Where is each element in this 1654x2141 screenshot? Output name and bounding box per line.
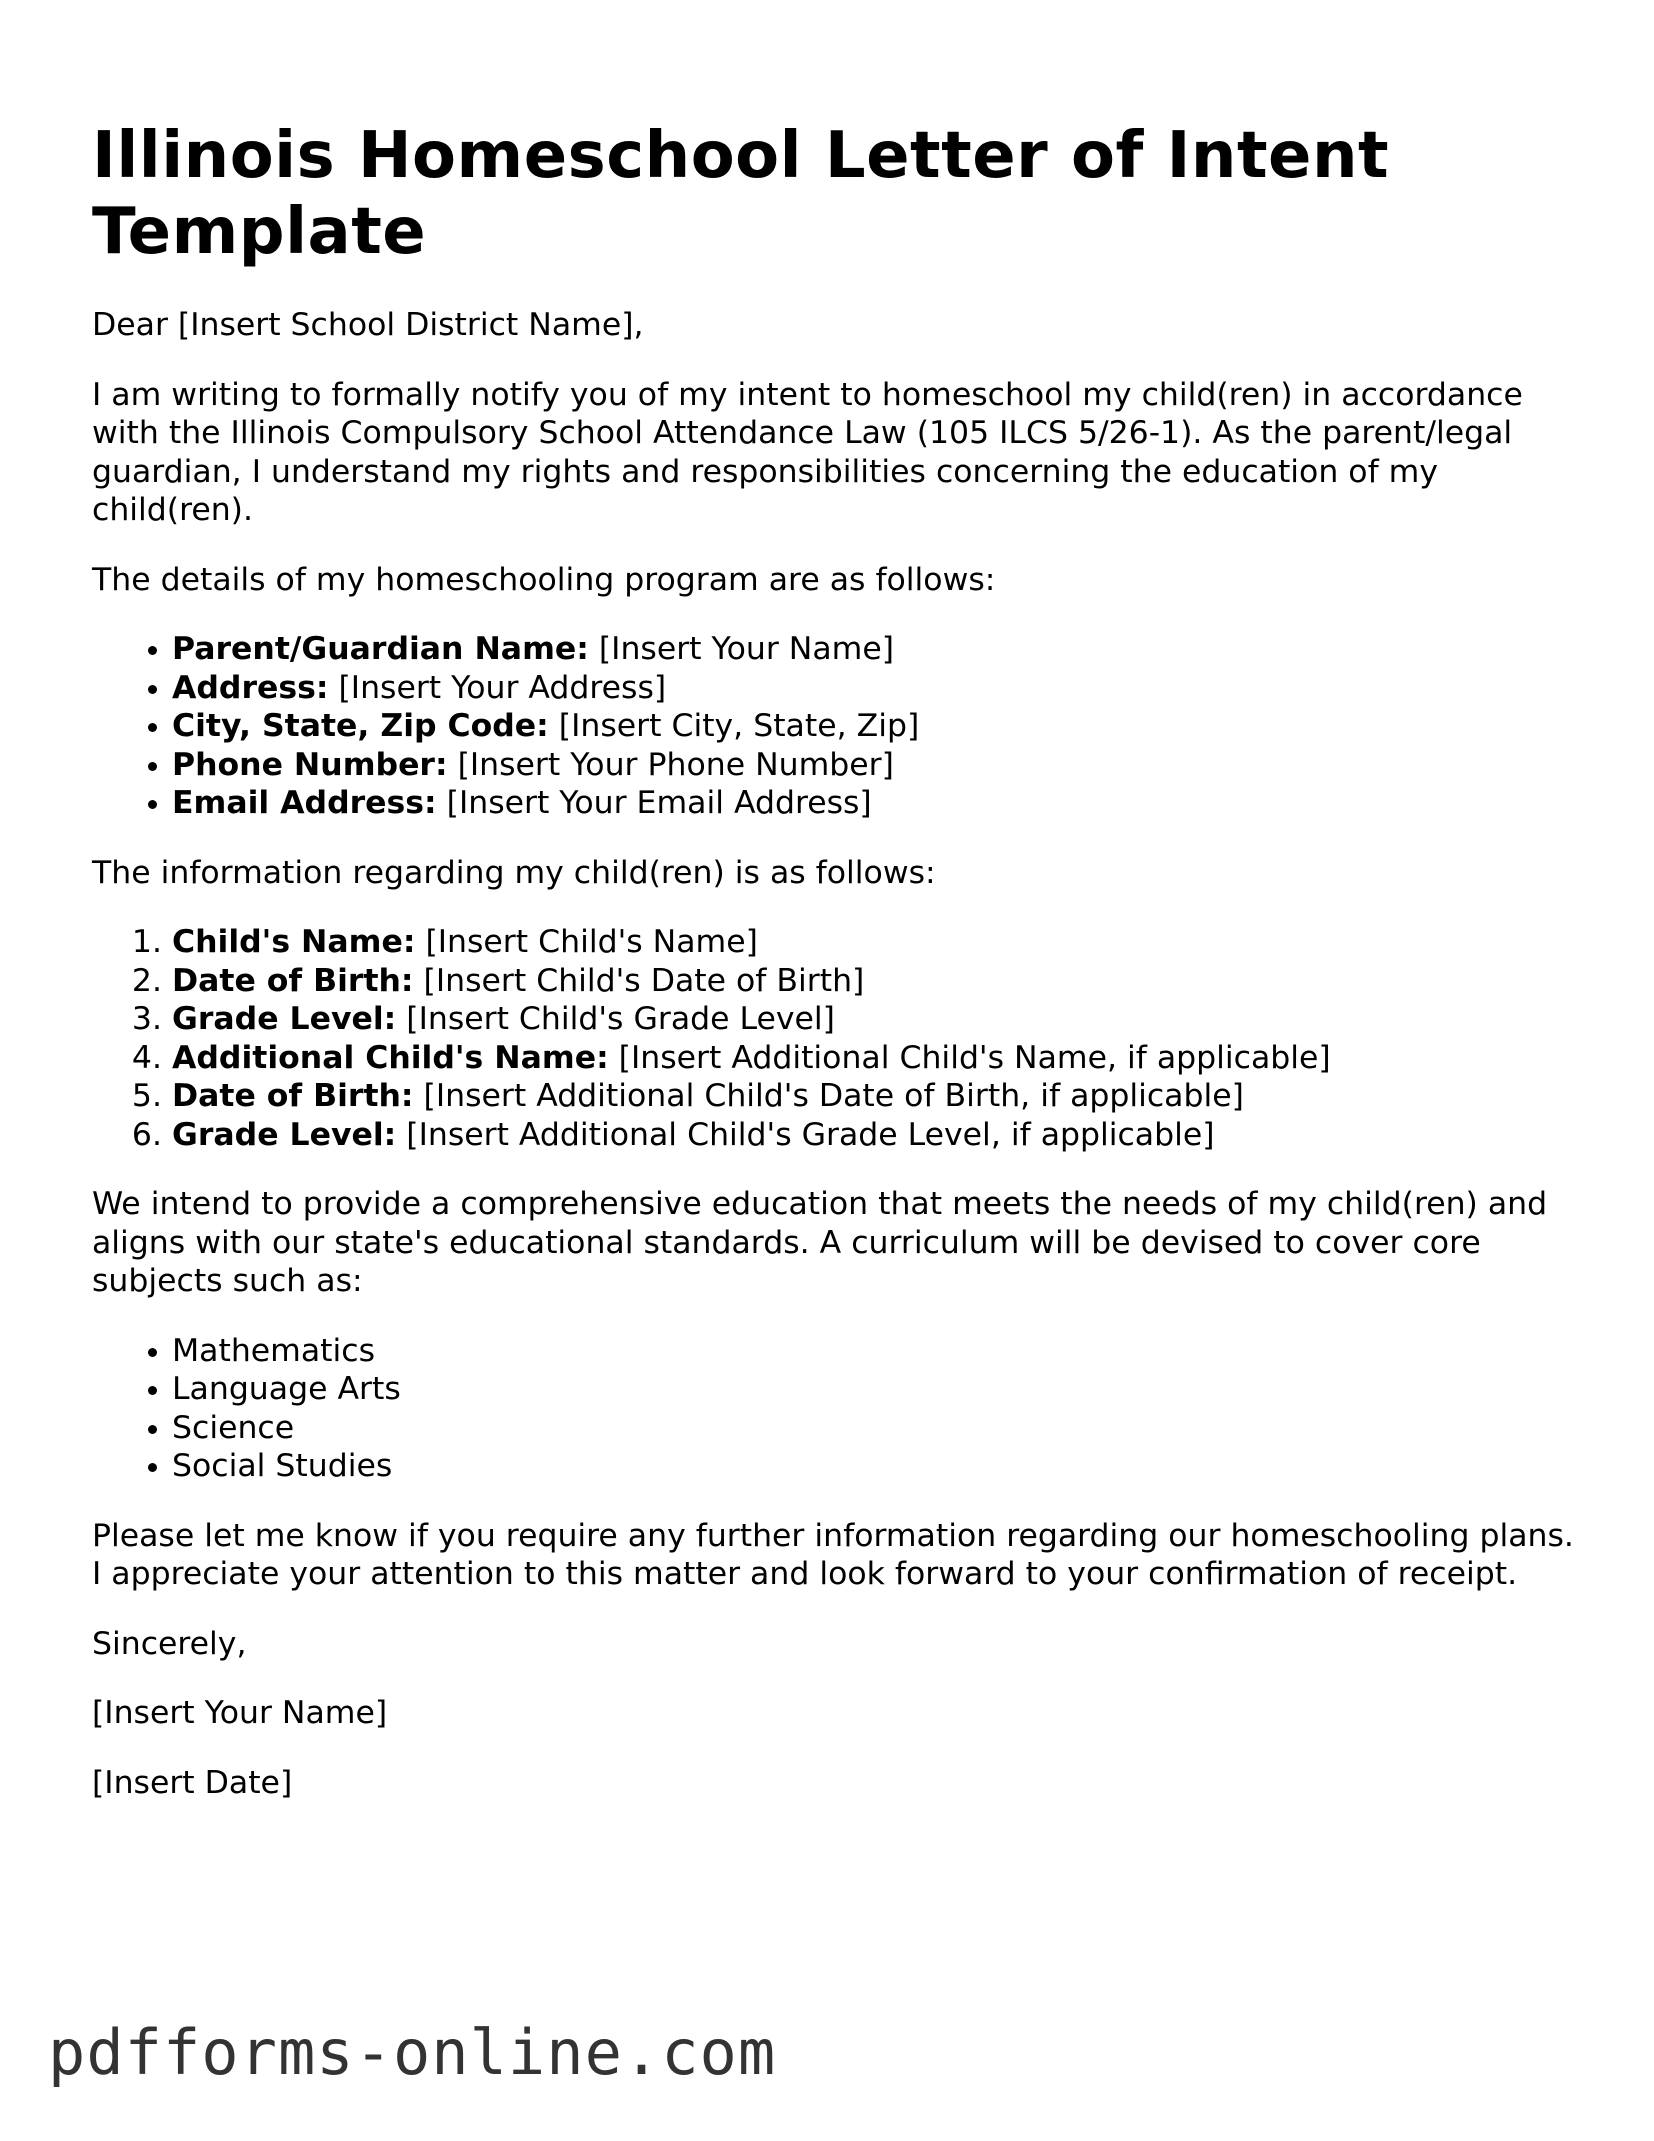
detail-value: [Insert Your Email Address] (436, 785, 872, 821)
detail-value: [Insert Child's Name] (415, 924, 758, 960)
detail-value: [Insert Additional Child's Grade Level, if applicable] (396, 1116, 1215, 1153)
detail-value: [Insert Your Name] (588, 631, 895, 667)
closing-paragraph: Please let me know if you require any further information regarding our homeschooling plans. I appreciate your attention to this matter and look forward to your confirmation of receipt. (92, 1517, 1574, 1592)
detail-value: [Insert Child's Grade Level] (396, 1001, 835, 1037)
list-item: • Science (172, 1409, 1592, 1448)
list-item (172, 1116, 1592, 1155)
parent-details-list (92, 630, 1592, 823)
detail-label: Child's Name: (172, 924, 416, 960)
page-title: Illinois Homeschool Letter of Intent Template (92, 119, 1390, 269)
intro-paragraph: I am writing to formally notify you of my intent to homeschool my child(ren) in accordance with the Illinois Compulsory School Attendance Law (105 ILCS 5/26-1). As the parent/legal guardian, I understand my rights and responsibilities concerning the education of my child(ren). (92, 376, 1523, 528)
list-item (172, 630, 1592, 669)
detail-value: [Insert Child's Date of Birth] (413, 962, 865, 999)
list-item (172, 669, 1592, 708)
list-item (172, 746, 1592, 785)
detail-label: Grade Level: (172, 1116, 397, 1153)
list-item (172, 923, 1592, 962)
letter-page (92, 118, 1592, 1802)
letter-body (92, 306, 1592, 1802)
list-item: • Mathematics (172, 1332, 1592, 1371)
list-item (172, 1077, 1592, 1116)
children-details-list (92, 923, 1592, 1154)
detail-label: Date of Birth: (172, 1078, 414, 1114)
detail-value: [Insert City, State, Zip] (548, 708, 920, 744)
signature-name: [Insert Your Name] (92, 1695, 388, 1731)
watermark: pdfforms-online.com (48, 2016, 777, 2089)
list-item: • Language Arts (172, 1370, 1592, 1409)
detail-value: [Insert Additional Child's Date of Birth, if applicable] (413, 1078, 1244, 1114)
detail-label: Address: (172, 669, 329, 706)
detail-value: [Insert Your Address] (328, 669, 667, 706)
detail-label: Additional Child's Name: (172, 1039, 609, 1076)
detail-label: Parent/Guardian Name: (172, 631, 589, 667)
list-item (172, 707, 1592, 746)
detail-label: City, State, Zip Code: (172, 708, 549, 744)
salutation: Dear [Insert School District Name], (92, 307, 644, 343)
signature-date: [Insert Date] (92, 1764, 293, 1801)
list-item (172, 962, 1592, 1001)
detail-value: [Insert Your Phone Number] (447, 746, 894, 783)
curriculum-intro: We intend to provide a comprehensive education that meets the needs of my child(ren) and aligns with our state's educational standards. A curriculum will be devised to cover core subjects such as: (92, 1186, 1548, 1299)
detail-label: Grade Level: (172, 1001, 397, 1037)
subjects-list (92, 1332, 1592, 1486)
list-item (172, 1000, 1592, 1039)
sign-off: Sincerely, (92, 1625, 247, 1662)
list-item (172, 1039, 1592, 1078)
list-item (172, 784, 1592, 823)
children-intro: The information regarding my child(ren) is as follows: (92, 854, 936, 891)
detail-value: [Insert Additional Child's Name, if applicable] (608, 1039, 1331, 1076)
detail-label: Date of Birth: (172, 962, 414, 999)
list-item: • Social Studies (172, 1447, 1592, 1486)
detail-label: Phone Number: (172, 746, 448, 783)
detail-label: Email Address: (172, 785, 437, 821)
program-intro: The details of my homeschooling program are as follows: (92, 561, 996, 598)
